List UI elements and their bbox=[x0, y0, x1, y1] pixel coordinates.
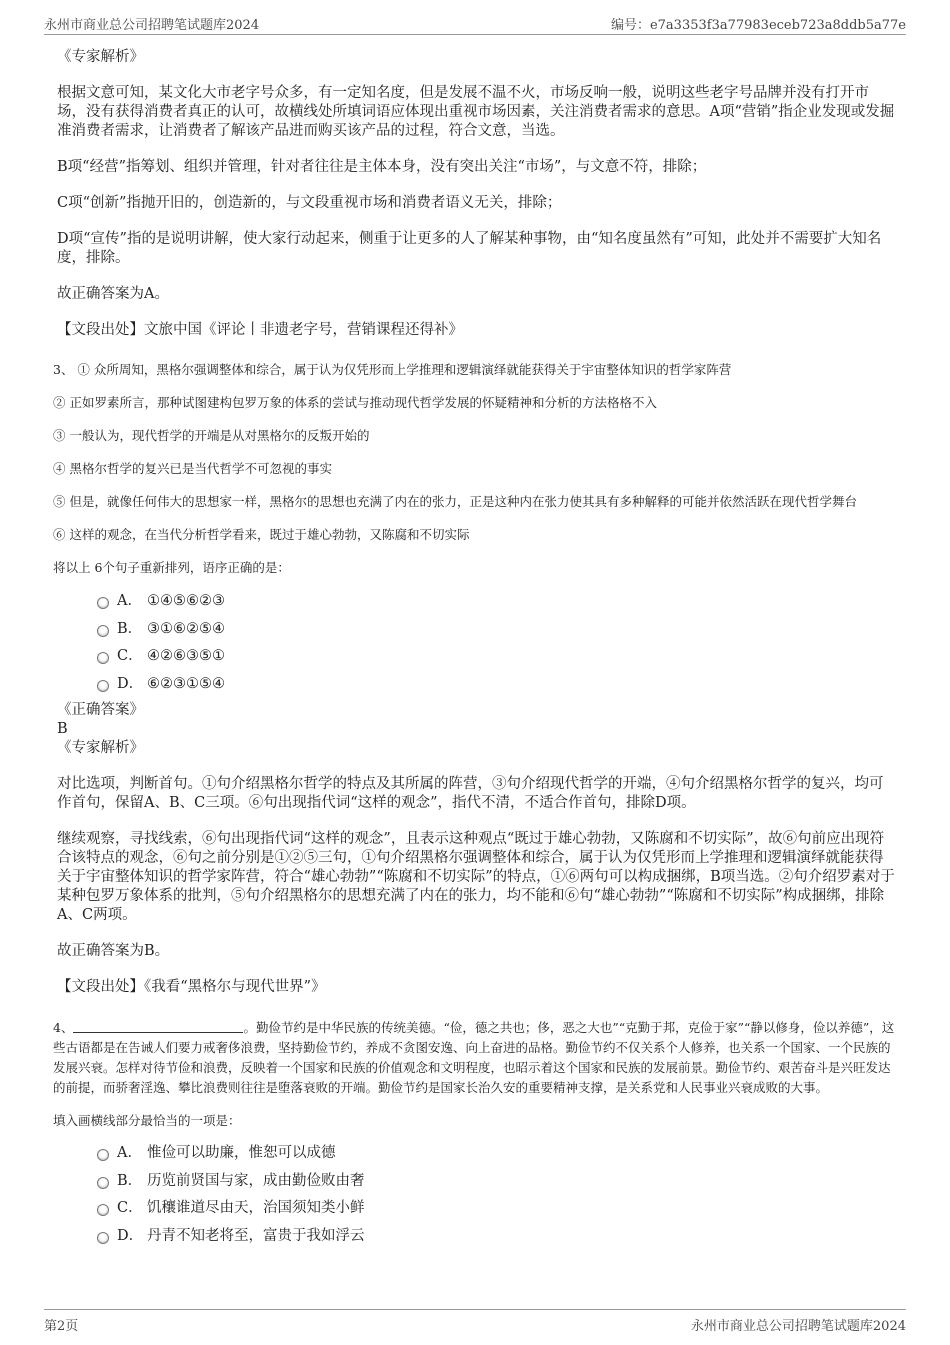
q3-sentence-2: ② 正如罗素所言，那种试图建构包罗万象的体系的尝试与推动现代哲学发展的怀疑精神和分析的方法格格不入 bbox=[53, 395, 657, 410]
header-title: 永州市商业总公司招聘笔试题库2024 bbox=[44, 18, 260, 33]
q3-analysis-heading: 《专家解析》 bbox=[57, 740, 144, 756]
q3-source: 【文段出处】《我看“黑格尔与现代世界”》 bbox=[57, 979, 326, 995]
q2-analysis-heading: 《专家解析》 bbox=[57, 49, 144, 65]
radio-button[interactable] bbox=[97, 1149, 109, 1161]
radio-button[interactable] bbox=[97, 680, 109, 692]
q3-sentence-6: ⑥ 这样的观念，在当代分析哲学看来，既过于雄心勃勃，又陈腐和不切实际 bbox=[53, 527, 470, 542]
q3-sentence-3: ③ 一般认为，现代哲学的开端是从对黑格尔的反叛开始的 bbox=[53, 428, 370, 443]
q2-analysis-para2: B项“经营”指筹划、组织并管理，针对者往往是主体本身，没有突出关注“市场”，与文意不符，排除； bbox=[57, 159, 707, 175]
q2-analysis-para1: 根据文意可知，某文化大市老字号众多，有一定知名度，但是发展不温不火，市场反响一般，说明这些老字号品牌并没有打开市场，没有获得消费者真正的认可，故横线处所填词语应体现出重视市场因素，关注消费者需求的意思。A项“营销”指企业发现或发掘准消费者需求，让消费者了解该产品进而购买该产品的过程，符合文意，当选。 bbox=[57, 85, 895, 139]
page-footer bbox=[44, 1309, 906, 1338]
q4-options bbox=[97, 1143, 897, 1253]
q3-prompt: 将以上 6个句子重新排列，语序正确的是： bbox=[53, 560, 290, 575]
q2-conclusion: 故正确答案为A。 bbox=[57, 286, 169, 302]
q3-analysis-para1: 对比选项，判断首句。①句介绍黑格尔哲学的特点及其所属的阵营，③句介绍现代哲学的开端，④句介绍黑格尔哲学的复兴，均可作首句，保留A、B、C三项。⑥句出现指代词“这样的观念”，指代不清，不适合作首句，排除D项。 bbox=[57, 776, 884, 811]
q4-option-c[interactable]: C． 饥穰谁道尽由天，治国须知类小鲜 bbox=[97, 1198, 897, 1226]
q4-option-b[interactable]: B． 历览前贤国与家，成由勤俭败由奢 bbox=[97, 1171, 897, 1199]
q2-source: 【文段出处】文旅中国《评论丨非遗老字号，营销课程还得补》 bbox=[57, 322, 463, 338]
q3-sentence-5: ⑤ 但是，就像任何伟大的思想家一样，黑格尔的思想也充满了内在的张力，正是这种内在张力使其具有多种解释的可能并依然活跃在现代哲学舞台 bbox=[53, 494, 857, 509]
q3-answer-heading: 《正确答案》 bbox=[57, 702, 144, 718]
q4-blank bbox=[73, 1020, 243, 1033]
q3-answer: B bbox=[57, 721, 68, 737]
q4-option-a[interactable]: A． 惟俭可以助廉，惟恕可以成德 bbox=[97, 1143, 897, 1171]
q3-analysis-para2: 继续观察，寻找线索，⑥句出现指代词“这样的观念”，且表示这种观点“既过于雄心勃勃，又陈腐和不切实际”，故⑥句前应出现符合该特点的观念，⑥句之前分别是①②⑤三句，①句介绍黑格尔强调整体和综合，属于认为仅凭形而上学推理和逻辑演绎就能获得关于宇宙整体知识的哲学家阵营，符合“雄心勃勃”“陈腐和不切实际”的特点，①⑥两句可以构成捆绑，B项当选。②句介绍罗素对于某种包罗万象体系的批判，⑤句介绍黑格尔的思想充满了内在的张力，均不能和⑥句“雄心勃勃”“陈腐和不切实际”构成捆绑，排除A、C两项。 bbox=[57, 831, 895, 923]
q3-option-b[interactable]: B． ③①⑥②⑤④ bbox=[97, 619, 897, 647]
footer-title: 永州市商业总公司招聘笔试题库2024 bbox=[690, 1319, 906, 1334]
q2-analysis-para3: C项“创新”指抛开旧的，创造新的，与文段重视市场和消费者语义无关，排除； bbox=[57, 195, 562, 211]
q4-option-d[interactable]: D． 丹青不知老将至，富贵于我如浮云 bbox=[97, 1226, 897, 1254]
q3-sentence-4: ④ 黑格尔哲学的复兴已是当代哲学不可忽视的事实 bbox=[53, 461, 332, 476]
q3-options bbox=[97, 591, 897, 701]
q2-analysis-para4: D项“宣传”指的是说明讲解，使大家行动起来，侧重于让更多的人了解某种事物，由“知名度虽然有”可知，此处并不需要扩大知名度，排除。 bbox=[57, 231, 882, 266]
radio-button[interactable] bbox=[97, 625, 109, 637]
radio-button[interactable] bbox=[97, 652, 109, 664]
q3-conclusion: 故正确答案为B。 bbox=[57, 943, 170, 959]
q4-stem bbox=[53, 1018, 897, 1098]
q3-sentence-1: 3、 ① 众所周知，黑格尔强调整体和综合，属于认为仅凭形而上学推理和逻辑演绎就能获得关于宇宙整体知识的哲学家阵营 bbox=[53, 362, 732, 377]
header-code: 编号：e7a3353f3a77983eceb723a8ddb5a77e bbox=[610, 18, 906, 33]
radio-button[interactable] bbox=[97, 1177, 109, 1189]
q4-stem-text: 。勤俭节约是中华民族的传统美德。“俭，德之共也；侈，恶之大也”“克勤于邦，克俭于家”“静以修身，俭以养德”，这些古语都是在告诫人们要力戒奢侈浪费，坚持勤俭节约，养成不贪图安逸、向上奋进的品格。勤俭节约不仅关系个人修养，也关系一个国家、一个民族的发展兴衰。怎样对待节俭和浪费，反映着一个国家和民族的价值观念和文明程度，也昭示着这个国家和民族的发展前景。勤俭节约、艰苦奋斗是兴旺发达的前提，而骄奢淫逸、攀比浪费则往往是堕落衰败的开端。勤俭节约是国家长治久安的重要精神支撑，是关系党和人民事业兴衰成败的大事。 bbox=[53, 1020, 895, 1095]
page-header bbox=[44, 10, 906, 35]
q4-prompt: 填入画横线部分最恰当的一项是： bbox=[53, 1113, 241, 1128]
q3-option-d[interactable]: D． ⑥②③①⑤④ bbox=[97, 674, 897, 702]
q3-option-c[interactable]: C． ④②⑥③⑤① bbox=[97, 646, 897, 674]
radio-button[interactable] bbox=[97, 597, 109, 609]
page-number: 第2页 bbox=[44, 1319, 79, 1334]
q3-option-a[interactable]: A． ①④⑤⑥②③ bbox=[97, 591, 897, 619]
radio-button[interactable] bbox=[97, 1232, 109, 1244]
page-content bbox=[53, 44, 897, 1253]
q4-number: 4、 bbox=[53, 1020, 74, 1035]
radio-button[interactable] bbox=[97, 1204, 109, 1216]
